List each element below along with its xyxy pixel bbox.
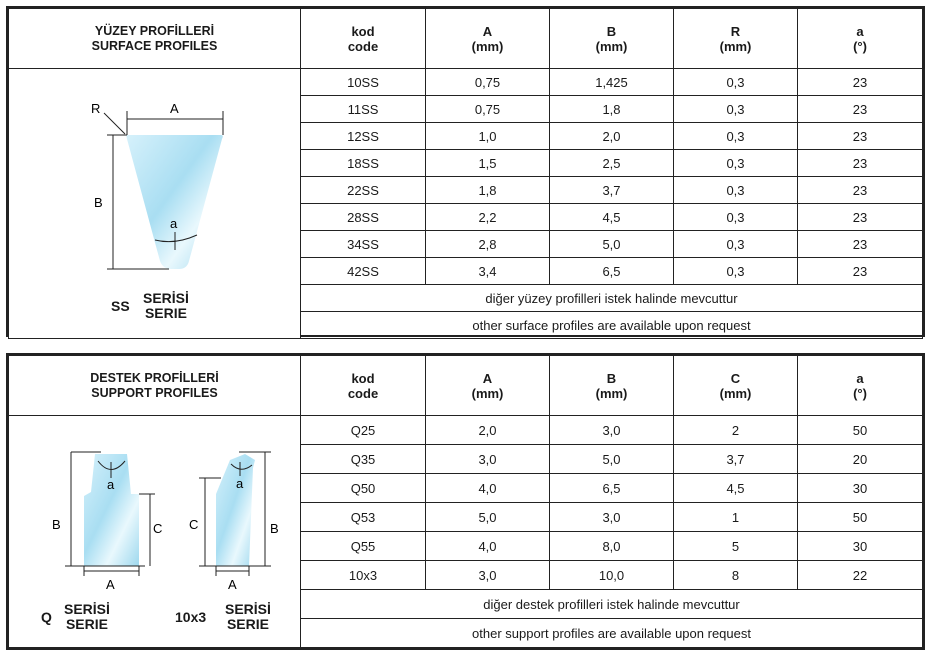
support-profiles-block (6, 353, 925, 650)
cell-a: 3,0 (426, 561, 550, 590)
col-label: a (856, 370, 864, 386)
serie-words (225, 602, 271, 632)
cell-r: 0,3 (674, 96, 798, 123)
surface-note-tr: diğer yüzey profilleri istek halinde mevcuttur (301, 285, 923, 312)
support-col-b (550, 356, 674, 416)
cell-a: 4,0 (426, 474, 550, 503)
cell-r: 0,3 (674, 177, 798, 204)
cell-c: 2 (674, 416, 798, 445)
col-label: a (856, 23, 864, 39)
col-unit: (mm) (719, 385, 752, 401)
p10x3-label-b: B (270, 521, 279, 536)
cell-b: 6,5 (550, 474, 674, 503)
cell-code: 10SS (301, 69, 426, 96)
cell-b: 5,0 (550, 445, 674, 474)
cell-a: 2,2 (426, 204, 550, 231)
cell-r: 0,3 (674, 231, 798, 258)
cell-angle: 50 (798, 503, 923, 532)
surface-profiles-block (6, 6, 925, 337)
cell-c: 8 (674, 561, 798, 590)
cell-code: 34SS (301, 231, 426, 258)
cell-code: 11SS (301, 96, 426, 123)
table-row (9, 69, 923, 96)
cell-a: 0,75 (426, 69, 550, 96)
col-label-en: code (347, 38, 379, 54)
q-label-b: B (52, 517, 61, 532)
support-note-en: other support profiles are available upon request (301, 619, 923, 648)
serie-tr: SERİSİ (64, 601, 110, 617)
col-unit: (°) (853, 385, 867, 401)
cell-angle: 23 (798, 150, 923, 177)
surface-figure-cell (9, 69, 301, 339)
p10x3-label-a: A (228, 577, 237, 592)
serie-tr: SERİSİ (225, 601, 271, 617)
col-unit: (mm) (719, 38, 752, 54)
serie-words (143, 291, 189, 321)
surface-note-en: other surface profiles are available upon request (301, 312, 923, 339)
cell-r: 0,3 (674, 69, 798, 96)
cell-a: 4,0 (426, 532, 550, 561)
support-title-tr: DESTEK PROFİLLERİ (90, 370, 219, 385)
cell-angle: 23 (798, 69, 923, 96)
support-col-a (426, 356, 550, 416)
label-b: B (94, 195, 103, 210)
support-figure-cell (9, 416, 301, 648)
col-unit: (mm) (471, 38, 504, 54)
cell-a: 3,4 (426, 258, 550, 285)
cell-b: 6,5 (550, 258, 674, 285)
cell-angle: 23 (798, 231, 923, 258)
serie-code: 10x3 (175, 609, 207, 625)
surface-title-en: SURFACE PROFILES (91, 38, 218, 53)
surface-col-a (426, 9, 550, 69)
cell-code: Q35 (301, 445, 426, 474)
cell-b: 8,0 (550, 532, 674, 561)
cell-a: 1,8 (426, 177, 550, 204)
label-r: R (91, 101, 101, 116)
cell-r: 0,3 (674, 204, 798, 231)
col-label: kod (351, 370, 375, 386)
col-label: A (482, 23, 493, 39)
support-title-cell (9, 356, 301, 416)
serie-en: SERIE (226, 616, 269, 632)
support-col-angle (798, 356, 923, 416)
col-label: B (606, 370, 617, 386)
support-title-en: SUPPORT PROFILES (91, 385, 218, 400)
cell-b: 1,425 (550, 69, 674, 96)
cell-angle: 23 (798, 204, 923, 231)
cell-r: 0,3 (674, 258, 798, 285)
surface-col-code (301, 9, 426, 69)
col-unit: (mm) (595, 38, 628, 54)
cell-b: 3,0 (550, 416, 674, 445)
cell-code: Q55 (301, 532, 426, 561)
cell-code: Q25 (301, 416, 426, 445)
cell-code: 10x3 (301, 561, 426, 590)
table-row (9, 416, 923, 445)
cell-c: 5 (674, 532, 798, 561)
p10x3-label-c: C (189, 517, 199, 532)
cell-b: 3,0 (550, 503, 674, 532)
col-label: R (730, 23, 741, 39)
label-angle: a (170, 216, 178, 231)
cell-angle: 30 (798, 474, 923, 503)
p10x3-profile-shape (216, 454, 255, 566)
cell-angle: 23 (798, 258, 923, 285)
serie-words (64, 602, 110, 632)
cell-a: 1,5 (426, 150, 550, 177)
label-a: A (170, 101, 179, 116)
serie-en: SERIE (65, 616, 108, 632)
cell-a: 3,0 (426, 445, 550, 474)
cell-code: 12SS (301, 123, 426, 150)
surface-profiles-table (8, 8, 923, 339)
cell-angle: 20 (798, 445, 923, 474)
serie-code: SS (111, 298, 130, 314)
q-label-a: A (106, 577, 115, 592)
cell-b: 4,5 (550, 204, 674, 231)
cell-a: 5,0 (426, 503, 550, 532)
cell-a: 2,0 (426, 416, 550, 445)
cell-angle: 23 (798, 177, 923, 204)
surface-title-cell (9, 9, 301, 69)
col-unit: (mm) (471, 385, 504, 401)
p10x3-label-angle: a (236, 476, 244, 491)
support-profiles-table (8, 355, 923, 648)
serie-tr: SERİSİ (143, 290, 189, 306)
surface-header-row (9, 9, 923, 69)
support-col-code (301, 356, 426, 416)
cell-b: 2,5 (550, 150, 674, 177)
cell-c: 4,5 (674, 474, 798, 503)
cell-code: 28SS (301, 204, 426, 231)
cell-b: 10,0 (550, 561, 674, 590)
cell-r: 0,3 (674, 123, 798, 150)
surface-col-r (674, 9, 798, 69)
cell-code: 18SS (301, 150, 426, 177)
cell-angle: 22 (798, 561, 923, 590)
cell-c: 3,7 (674, 445, 798, 474)
cell-b: 1,8 (550, 96, 674, 123)
radius-leader (104, 113, 125, 134)
col-label: A (482, 370, 493, 386)
cell-angle: 50 (798, 416, 923, 445)
support-note-tr: diğer destek profilleri istek halinde mevcuttur (301, 590, 923, 619)
cell-r: 0,3 (674, 150, 798, 177)
cell-code: 42SS (301, 258, 426, 285)
q-label-c: C (153, 521, 163, 536)
col-unit: (°) (853, 38, 867, 54)
cell-a: 0,75 (426, 96, 550, 123)
col-label-en: code (347, 385, 379, 401)
cell-a: 1,0 (426, 123, 550, 150)
cell-code: Q53 (301, 503, 426, 532)
surface-col-b (550, 9, 674, 69)
cell-c: 1 (674, 503, 798, 532)
support-header-row (9, 356, 923, 416)
serie-en: SERIE (144, 305, 187, 321)
col-unit: (mm) (595, 385, 628, 401)
cell-code: 22SS (301, 177, 426, 204)
col-label: C (730, 370, 741, 386)
cell-b: 3,7 (550, 177, 674, 204)
cell-b: 2,0 (550, 123, 674, 150)
cell-angle: 23 (798, 123, 923, 150)
serie-code: Q (41, 609, 52, 625)
surface-col-angle (798, 9, 923, 69)
cell-code: Q50 (301, 474, 426, 503)
col-label: kod (351, 23, 375, 39)
surface-title-tr: YÜZEY PROFİLLERİ (94, 23, 215, 38)
col-label: B (606, 23, 617, 39)
cell-b: 5,0 (550, 231, 674, 258)
cell-a: 2,8 (426, 231, 550, 258)
cell-angle: 30 (798, 532, 923, 561)
cell-angle: 23 (798, 96, 923, 123)
support-col-c (674, 356, 798, 416)
q-label-angle: a (107, 477, 115, 492)
